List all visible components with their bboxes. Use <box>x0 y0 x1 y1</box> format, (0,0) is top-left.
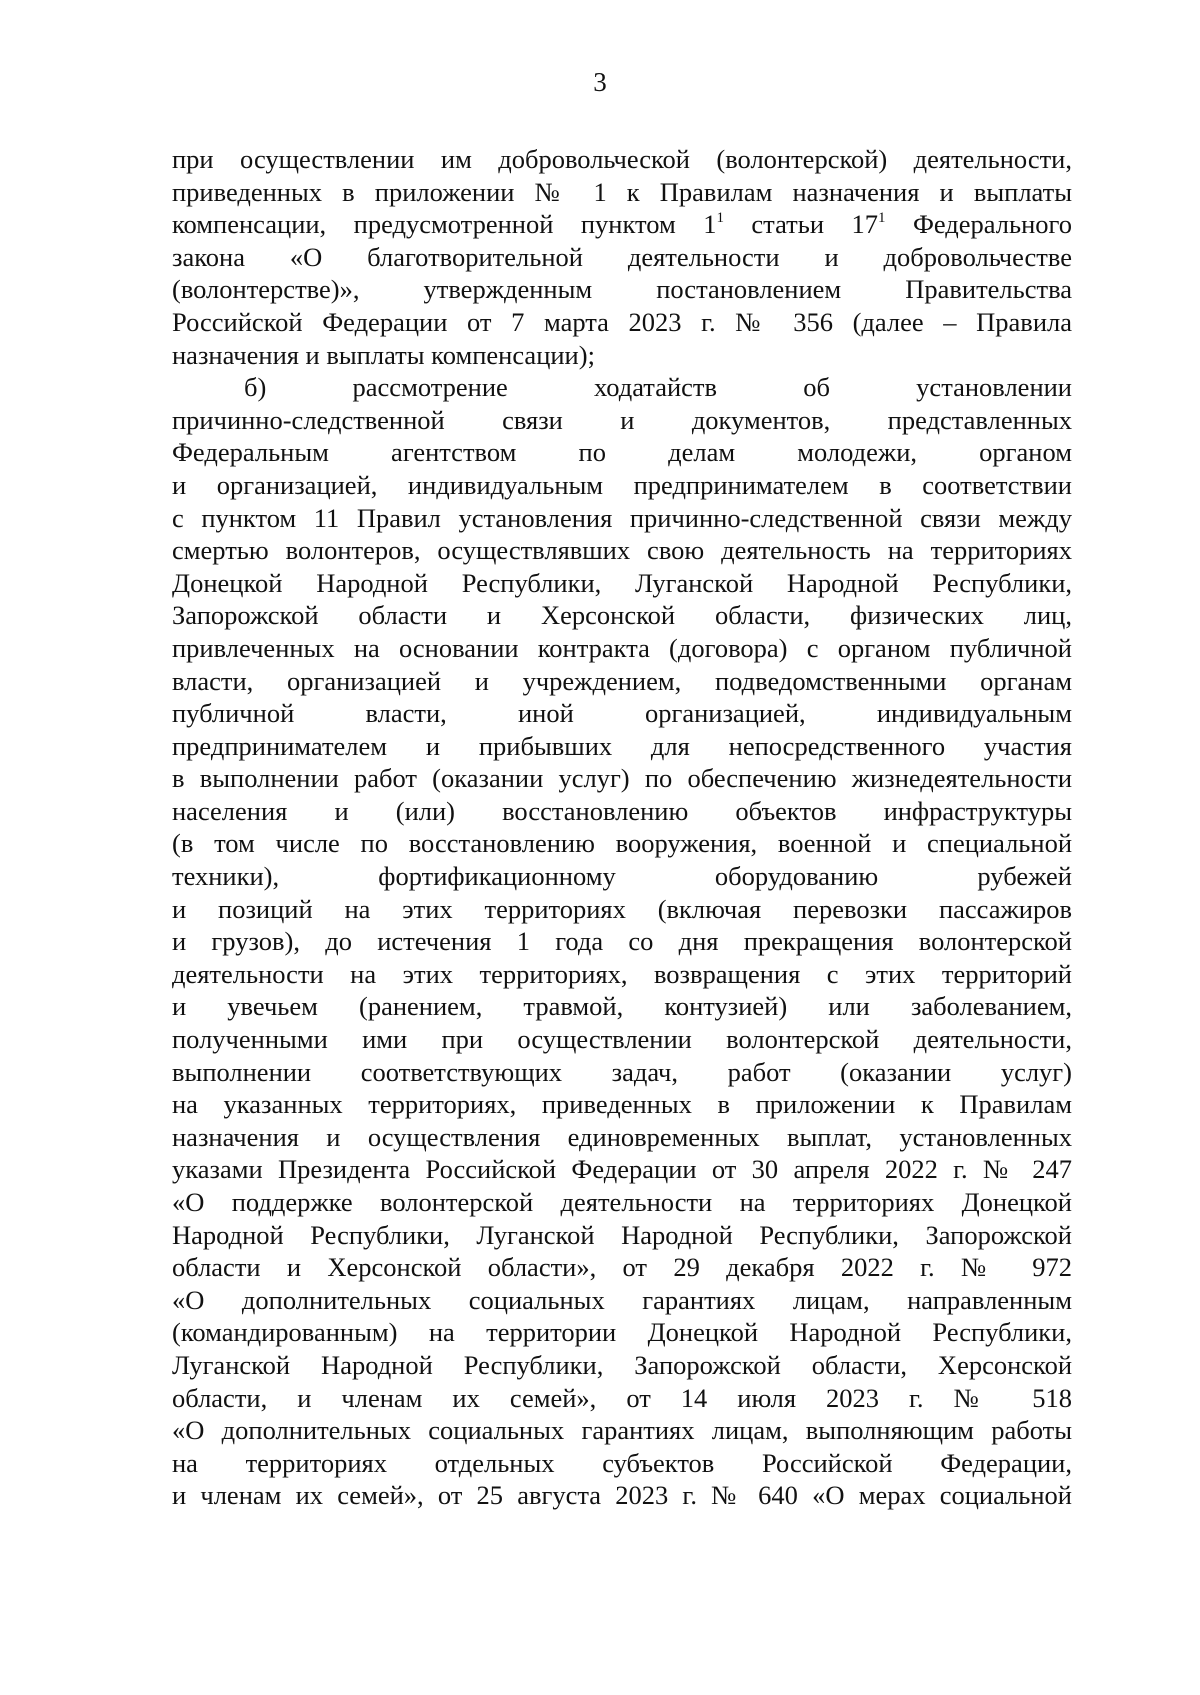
text-line: Федеральным агентством по делам молодежи, органом <box>172 437 1072 468</box>
text-line: смертью волонтеров, осуществлявших свою деятельность на территориях <box>172 535 1072 566</box>
text-line: причинно-следственной связи и документов, представленных <box>172 404 1072 435</box>
text-line <box>172 208 1072 241</box>
text-line: на территориях отдельных субъектов Российской Федерации, <box>172 1447 1072 1478</box>
document-body-text <box>172 143 1072 1512</box>
text-line: и грузов), до истечения 1 года со дня прекращения волонтерской <box>172 926 1072 957</box>
text-line: Донецкой Народной Республики, Луганской Народной Республики, <box>172 567 1072 598</box>
text-line: Российской Федерации от 7 марта 2023 г. № 356 (далее – Правила <box>172 306 1072 337</box>
text-fragment: статьи 17 <box>723 209 878 240</box>
text-line: выполнении соответствующих задач, работ (оказании услуг) <box>172 1056 1072 1087</box>
text-line: назначения и выплаты компенсации); <box>172 339 595 370</box>
text-line: области, и членам их семей», от 14 июля 2023 г. № 518 <box>172 1382 1072 1413</box>
text-line: на указанных территориях, приведенных в приложении к Правилам <box>172 1089 1072 1120</box>
text-line: в выполнении работ (оказании услуг) по обеспечению жизнедеятельности <box>172 763 1072 794</box>
text-line: (командированным) на территории Донецкой Народной Республики, <box>172 1317 1072 1348</box>
text-line: «О дополнительных социальных гарантиях лицам, направленным <box>172 1284 1072 1315</box>
text-line: предпринимателем и прибывших для непосредственного участия <box>172 730 1072 761</box>
text-line: привлеченных на основании контракта (договора) с органом публичной <box>172 632 1072 663</box>
text-line: закона «О благотворительной деятельности и добровольчестве <box>172 241 1072 272</box>
text-fragment: компенсации, предусмотренной пунктом 1 <box>172 209 717 240</box>
text-fragment: Федерального <box>885 209 1072 240</box>
text-line: и увечьем (ранением, травмой, контузией) или заболеванием, <box>172 991 1072 1022</box>
page-number: 3 <box>593 67 607 97</box>
text-line: техники), фортификационному оборудованию рубежей <box>172 861 1072 892</box>
superscript: 1 <box>877 210 886 227</box>
text-line: «О дополнительных социальных гарантиях лицам, выполняющим работы <box>172 1415 1072 1446</box>
text-line: с пунктом 11 Правил установления причинно-следственной связи между <box>172 502 1072 533</box>
text-line: приведенных в приложении № 1 к Правилам назначения и выплаты <box>172 176 1072 207</box>
text-line: «О поддержке волонтерской деятельности на территориях Донецкой <box>172 1187 1072 1217</box>
text-line: и организацией, индивидуальным предпринимателем в соответствии <box>172 469 1072 500</box>
superscript: 1 <box>716 210 724 227</box>
text-line: б) рассмотрение ходатайств об установлении <box>244 372 1072 403</box>
text-line: деятельности на этих территориях, возвращения с этих территорий <box>172 958 1072 989</box>
text-line: власти, организацией и учреждением, подведомственными органам <box>172 665 1072 696</box>
text-line: и позиций на этих территориях (включая перевозки пассажиров <box>172 893 1072 924</box>
text-line: (волонтерстве)», утвержденным постановлением Правительства <box>172 274 1072 305</box>
text-line: (в том числе по восстановлению вооружения, военной и специальной <box>172 828 1072 859</box>
text-line: публичной власти, иной организацией, индивидуальным <box>172 698 1072 729</box>
text-line: области и Херсонской области», от 29 декабря 2022 г. № 972 <box>172 1252 1072 1283</box>
text-line: назначения и осуществления единовременных выплат, установленных <box>172 1121 1072 1152</box>
text-line: Луганской Народной Республики, Запорожской области, Херсонской <box>172 1349 1072 1380</box>
text-line: при осуществлении им добровольческой (волонтерской) деятельности, <box>172 144 1072 174</box>
text-line: указами Президента Российской Федерации от 30 апреля 2022 г. № 247 <box>172 1154 1072 1185</box>
text-line: Запорожской области и Херсонской области, физических лиц, <box>172 600 1072 631</box>
text-line: полученными ими при осуществлении волонтерской деятельности, <box>172 1024 1072 1055</box>
text-line: и членам их семей», от 25 августа 2023 г. № 640 «О мерах социальной <box>172 1480 1072 1511</box>
text-line: населения и (или) восстановлению объектов инфраструктуры <box>172 795 1072 826</box>
text-line: Народной Республики, Луганской Народной Республики, Запорожской <box>172 1219 1072 1250</box>
